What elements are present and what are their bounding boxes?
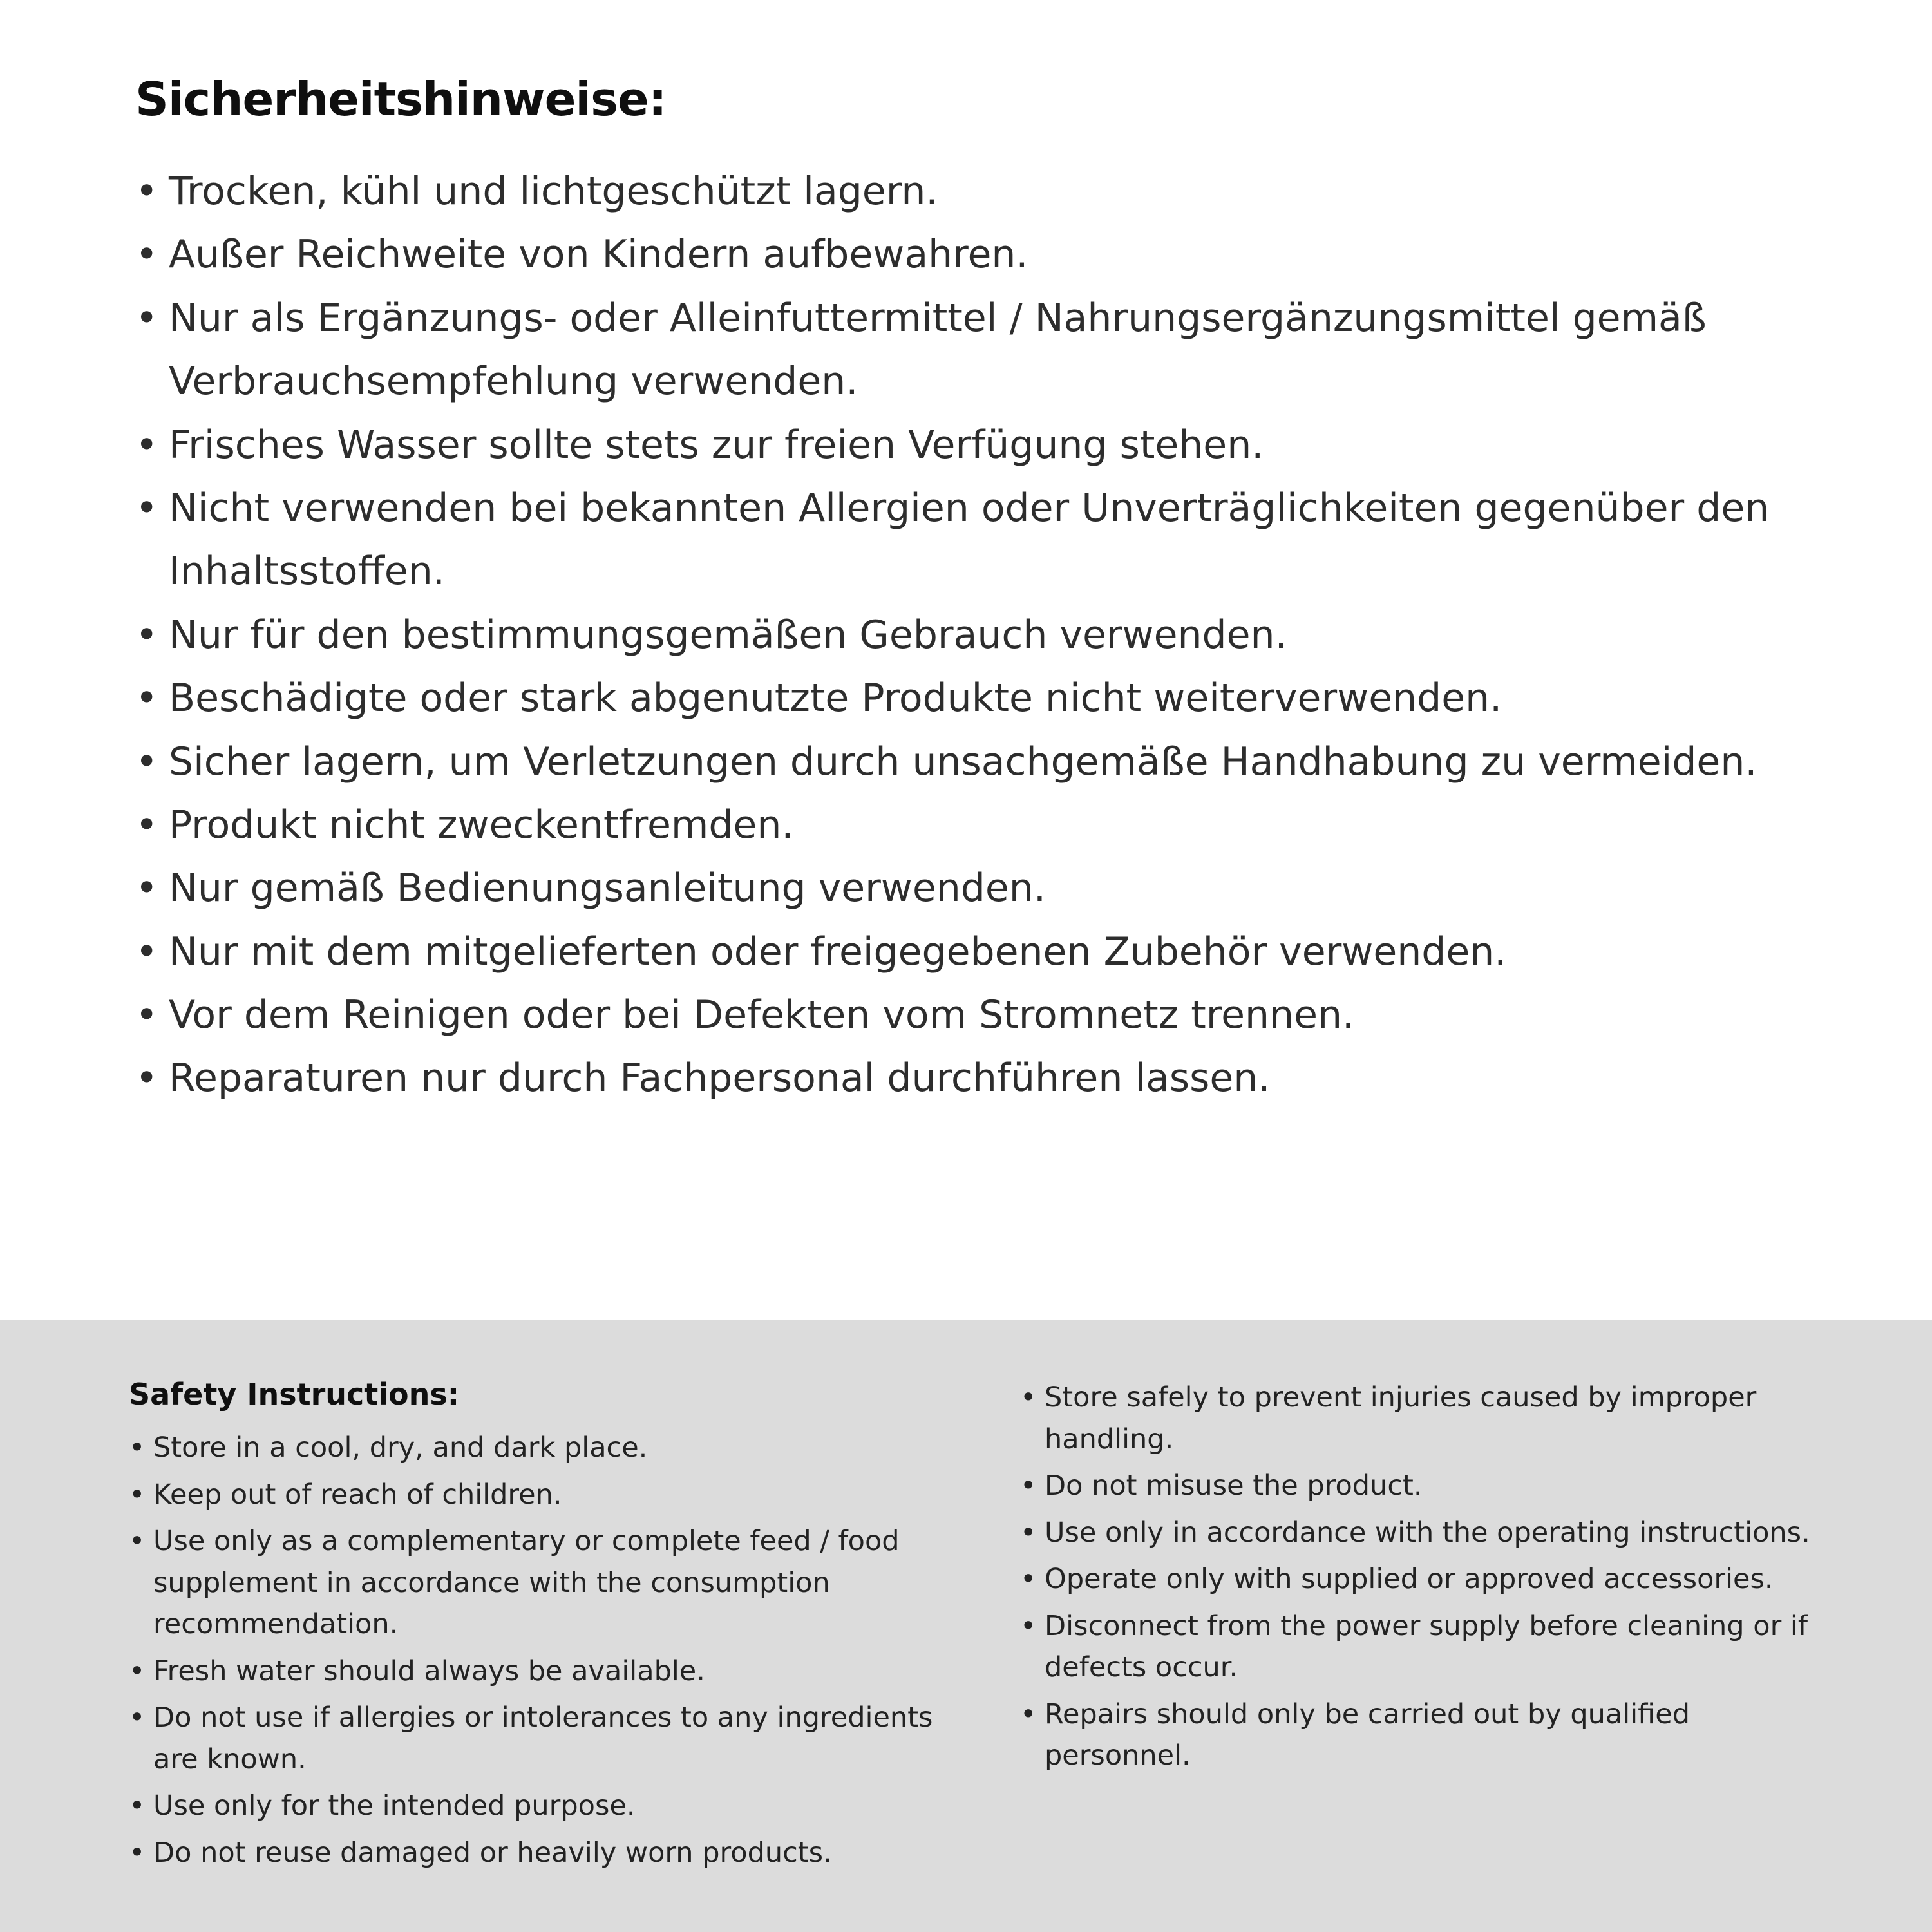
english-safety-item (129, 1785, 969, 1827)
german-safety-item (135, 160, 1816, 223)
english-safety-item-text: Operate only with supplied or approved accessories. (1045, 1563, 1774, 1595)
english-safety-item (1020, 1512, 1829, 1554)
bullet-icon: • (1020, 1563, 1037, 1595)
bullet-icon: • (1020, 1609, 1037, 1642)
german-safety-item (135, 667, 1816, 730)
english-safety-item-text: Use only in accordance with the operating instructions. (1045, 1516, 1810, 1549)
english-safety-item-text: Fresh water should always be available. (153, 1654, 705, 1687)
english-safety-item (1020, 1558, 1829, 1600)
english-heading: Safety Instructions: (129, 1377, 460, 1412)
bullet-icon: • (135, 232, 158, 278)
german-safety-item-text: Nur mit dem mitgelieferten oder freigegebenen Zubehör verwenden. (169, 929, 1507, 974)
bullet-icon: • (1020, 1381, 1037, 1414)
english-safety-item-text: Disconnect from the power supply before cleaning or if defects occur. (1045, 1609, 1808, 1683)
german-safety-list (135, 160, 1816, 1110)
bullet-icon: • (129, 1790, 146, 1822)
bullet-icon: • (129, 1525, 146, 1557)
english-safety-item-text: Use only for the intended purpose. (153, 1790, 636, 1822)
english-safety-item (129, 1651, 969, 1692)
german-safety-item (135, 603, 1816, 667)
bullet-icon: • (1020, 1470, 1037, 1502)
english-safety-item-text: Keep out of reach of children. (153, 1478, 562, 1511)
german-safety-item-text: Reparaturen nur durch Fachpersonal durchführen lassen. (169, 1056, 1271, 1101)
english-safety-item (129, 1697, 969, 1780)
bullet-icon: • (135, 866, 158, 911)
bullet-icon: • (135, 802, 158, 848)
english-left-column (129, 1377, 1020, 1879)
english-section (0, 1320, 1932, 1932)
bullet-icon: • (129, 1836, 146, 1869)
bullet-icon: • (1020, 1516, 1037, 1549)
english-safety-item-text: Use only as a complementary or complete feed / food supplement in accordance with the consumption recommendation. (153, 1525, 900, 1640)
english-safety-item (1020, 1605, 1829, 1689)
bullet-icon: • (129, 1654, 146, 1687)
german-safety-item (135, 793, 1816, 857)
english-safety-item-text: Do not use if allergies or intolerances to any ingredients are known. (153, 1701, 933, 1776)
german-safety-item (135, 477, 1816, 603)
bullet-icon: • (129, 1701, 146, 1734)
english-safety-item (1020, 1377, 1829, 1460)
english-right-column (1020, 1377, 1829, 1782)
english-safety-item-text: Store safely to prevent injuries caused by improper handling. (1045, 1381, 1757, 1455)
german-safety-item-text: Produkt nicht zweckentfremden. (169, 802, 794, 848)
english-safety-item (1020, 1465, 1829, 1507)
english-safety-list-right (1020, 1377, 1829, 1777)
english-safety-item (129, 1474, 969, 1516)
english-safety-item-text: Store in a cool, dry, and dark place. (153, 1432, 648, 1464)
english-safety-item-text: Do not reuse damaged or heavily worn products. (153, 1836, 832, 1869)
bullet-icon: • (129, 1432, 146, 1464)
bullet-icon: • (135, 612, 158, 658)
german-safety-item-text: Nur gemäß Bedienungsanleitung verwenden. (169, 866, 1046, 911)
bullet-icon: • (129, 1478, 146, 1511)
german-safety-item (135, 857, 1816, 920)
english-safety-item (129, 1520, 969, 1645)
german-safety-item (135, 730, 1816, 793)
english-safety-item-text: Do not misuse the product. (1045, 1470, 1423, 1502)
bullet-icon: • (135, 929, 158, 974)
german-safety-item-text: Nur als Ergänzungs- oder Alleinfuttermittel / Nahrungsergänzungsmittel gemäß Verbrauchsempfehlung verwenden. (169, 295, 1707, 404)
german-heading: Sicherheitshinweise: (135, 72, 667, 126)
german-safety-item-text: Außer Reichweite von Kindern aufbewahren. (169, 232, 1028, 278)
bullet-icon: • (135, 1056, 158, 1101)
german-safety-item-text: Frisches Wasser sollte stets zur freien Verfügung stehen. (169, 422, 1264, 468)
german-safety-item-text: Beschädigte oder stark abgenutzte Produkte nicht weiterverwenden. (169, 676, 1502, 721)
bullet-icon: • (135, 422, 158, 468)
german-safety-item-text: Nicht verwenden bei bekannten Allergien oder Unverträglichkeiten gegenüber den Inhaltsstoffen. (169, 485, 1770, 594)
german-safety-item (135, 287, 1816, 413)
bullet-icon: • (135, 676, 158, 721)
german-safety-item (135, 920, 1816, 983)
english-safety-list-left (129, 1427, 969, 1873)
bullet-icon: • (135, 992, 158, 1038)
bullet-icon: • (135, 739, 158, 784)
bullet-icon: • (1020, 1698, 1037, 1730)
bullet-icon: • (135, 295, 158, 341)
bullet-icon: • (135, 169, 158, 214)
german-safety-item (135, 983, 1816, 1046)
german-safety-item (135, 413, 1816, 477)
german-safety-item (135, 223, 1816, 286)
bullet-icon: • (135, 485, 158, 531)
english-safety-item (129, 1427, 969, 1469)
german-safety-item-text: Nur für den bestimmungsgemäßen Gebrauch verwenden. (169, 612, 1287, 658)
english-safety-item (1020, 1694, 1829, 1777)
english-safety-item-text: Repairs should only be carried out by qualified personnel. (1045, 1698, 1690, 1772)
german-safety-item (135, 1046, 1816, 1110)
english-safety-item (129, 1832, 969, 1874)
german-safety-item-text: Trocken, kühl und lichtgeschützt lagern. (169, 169, 938, 214)
german-safety-item-text: Sicher lagern, um Verletzungen durch unsachgemäße Handhabung zu vermeiden. (169, 739, 1757, 784)
german-safety-item-text: Vor dem Reinigen oder bei Defekten vom Stromnetz trennen. (169, 992, 1355, 1038)
